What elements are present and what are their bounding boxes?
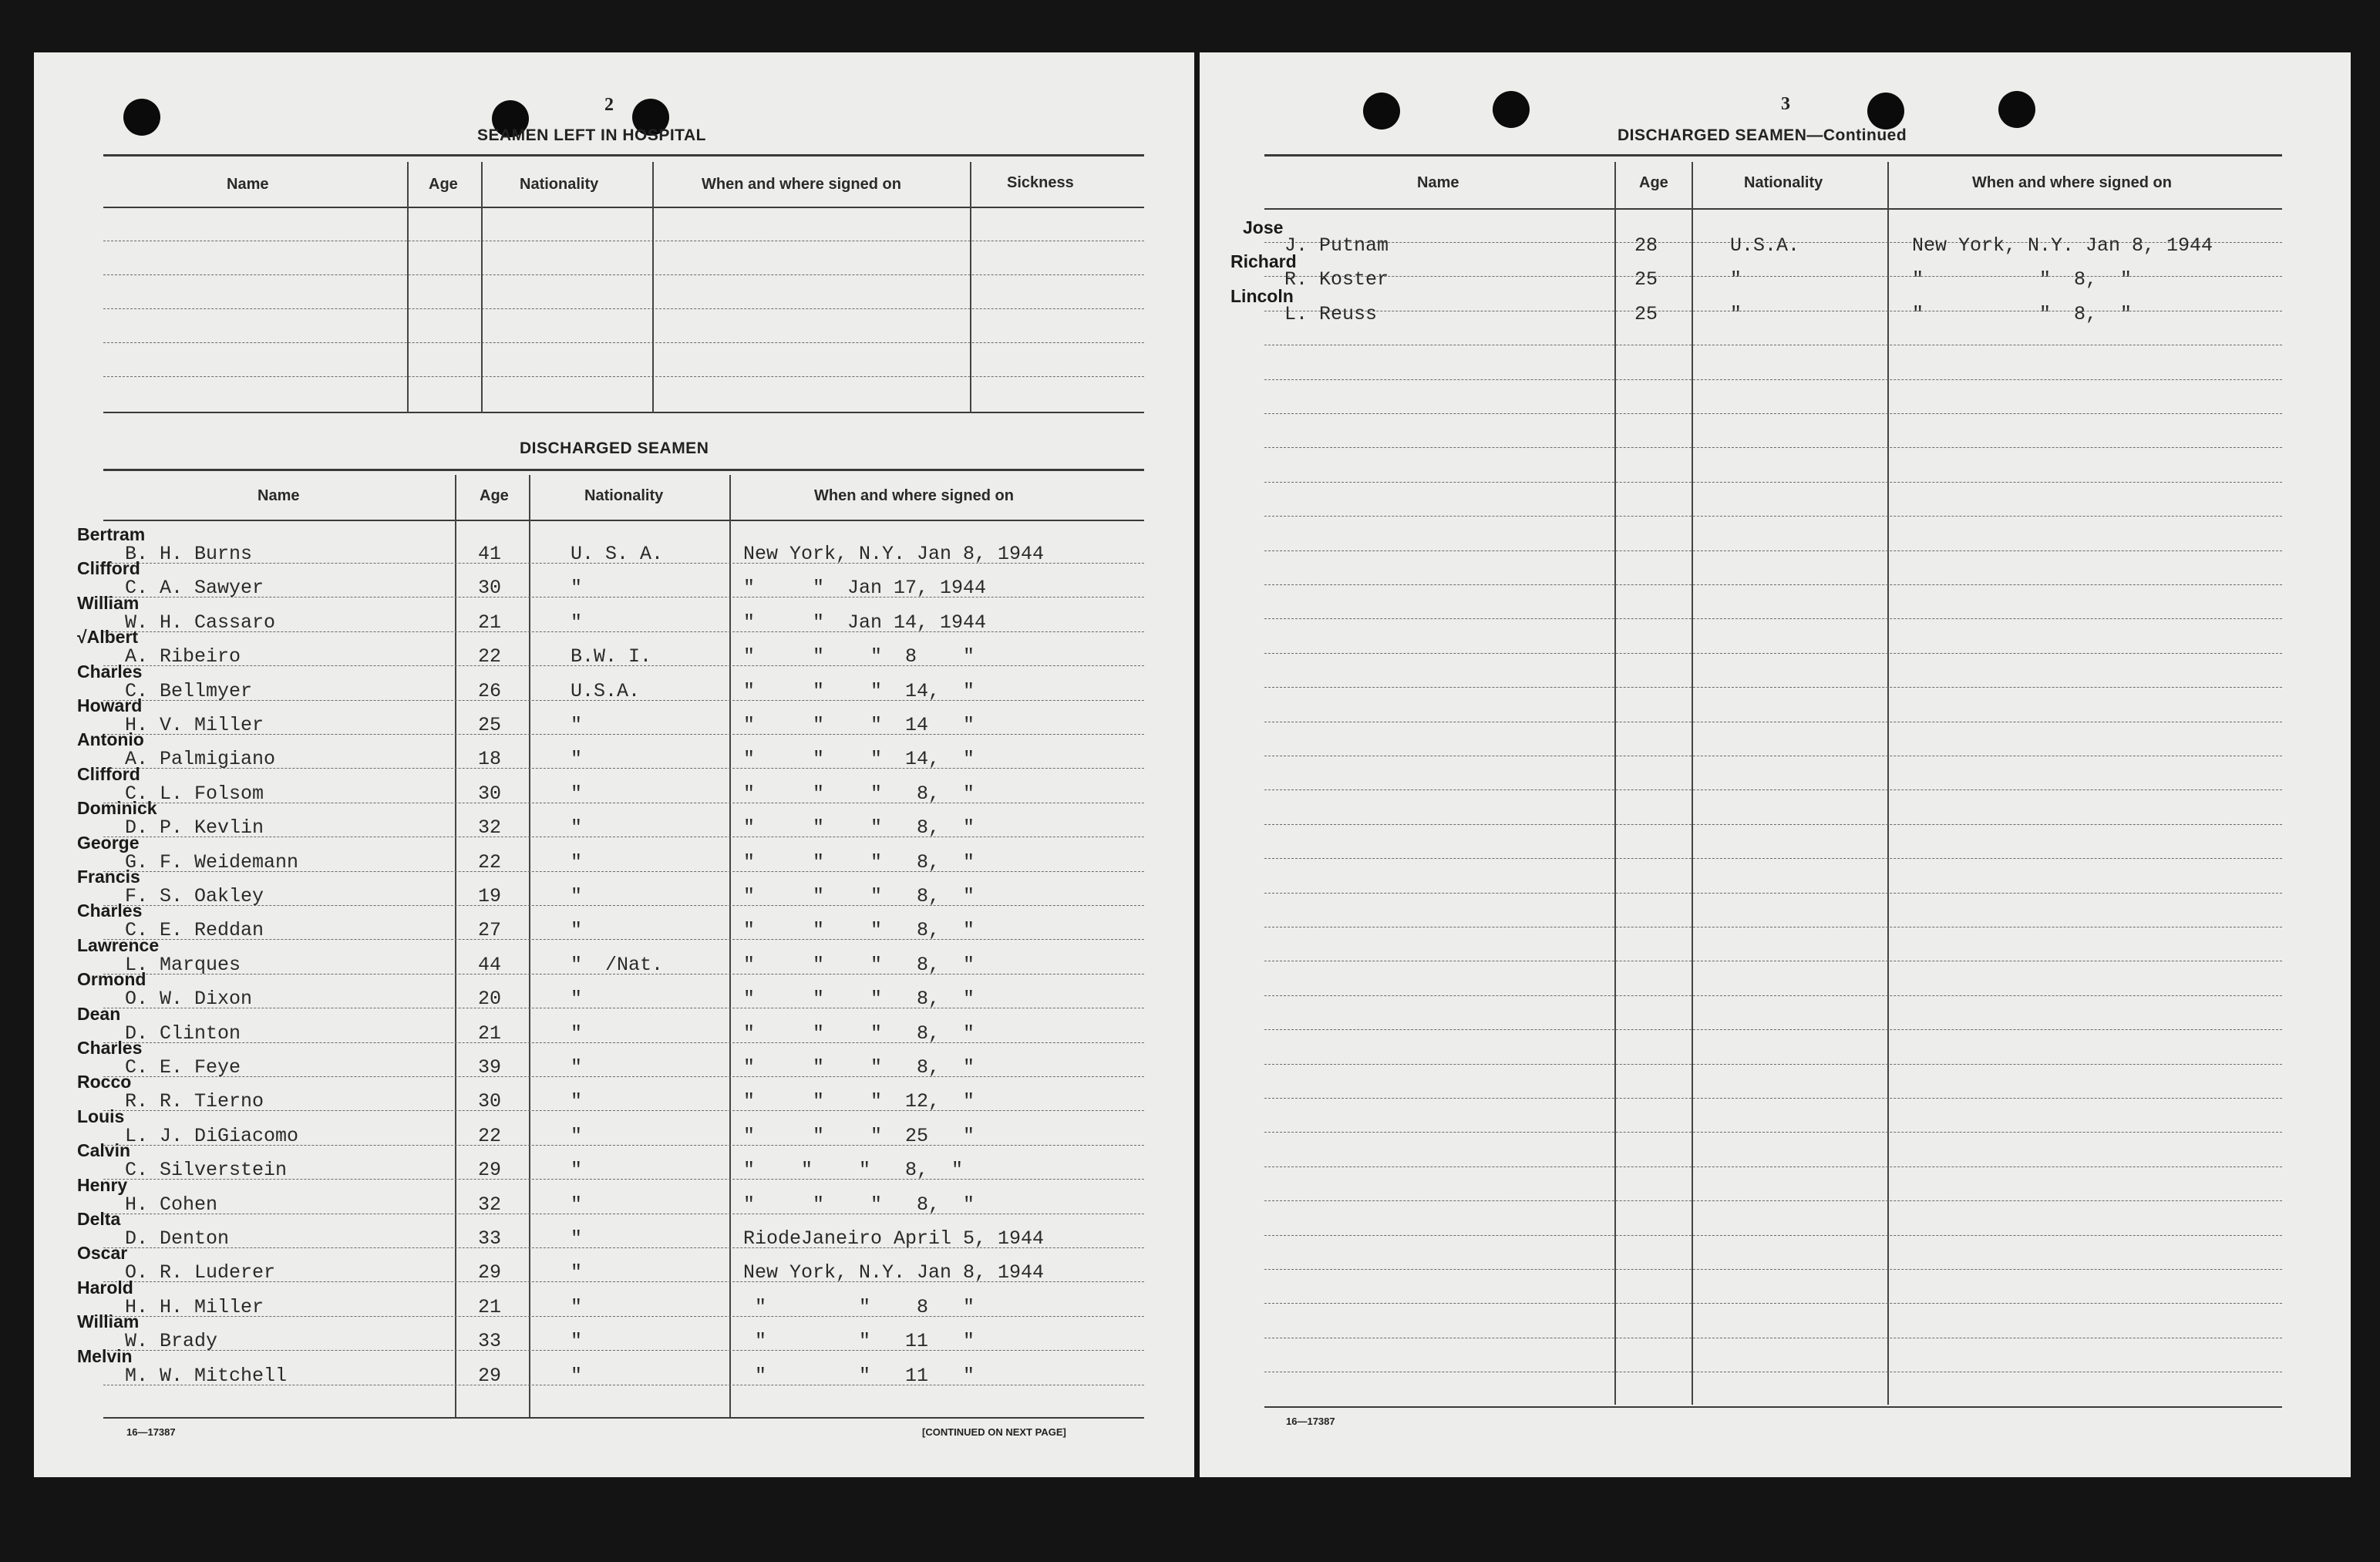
seaman-signed-on: " " " 14 "	[743, 714, 975, 736]
seaman-age: 28	[1634, 234, 1658, 257]
seaman-nationality: "	[571, 748, 583, 771]
first-name: William	[77, 592, 140, 613]
seaman-nationality: "	[571, 1330, 583, 1353]
seaman-age: 33	[478, 1330, 502, 1353]
seaman-age: 21	[478, 611, 502, 634]
seaman-age: 18	[478, 748, 502, 771]
seaman-signed-on: " " " 8, "	[743, 988, 975, 1011]
row-rule	[1264, 447, 2282, 448]
page-number: 3	[1781, 94, 1790, 114]
seaman-name: C. Bellmyer	[125, 679, 253, 702]
seaman-name: L. J. DiGiacomo	[125, 1124, 299, 1147]
col-divider	[529, 475, 530, 1417]
first-name: Lawrence	[77, 934, 160, 955]
seaman-age: 44	[478, 953, 502, 976]
row-rule	[1264, 1029, 2282, 1030]
first-name: Antonio	[77, 729, 144, 750]
punch-hole	[1998, 91, 2035, 128]
seaman-age: 30	[478, 782, 502, 805]
seaman-age: 21	[478, 1022, 502, 1045]
seaman-name: D. P. Kevlin	[125, 816, 264, 840]
row-rule	[1264, 893, 2282, 894]
form-number: 16—17387	[126, 1426, 176, 1438]
col-header-nationality: Nationality	[520, 176, 599, 193]
seaman-signed-on: " " Jan 17, 1944	[743, 577, 987, 600]
row-rule	[1264, 618, 2282, 619]
col-divider	[1692, 162, 1693, 1405]
form-number: 16—17387	[1286, 1416, 1335, 1427]
seaman-signed-on: New York, N.Y. Jan 8, 1944	[1912, 234, 2213, 257]
seaman-signed-on: " " " 8, "	[743, 1159, 964, 1182]
row-rule	[1264, 687, 2282, 688]
seaman-signed-on: " " " 8, "	[743, 782, 975, 805]
seaman-age: 29	[478, 1159, 502, 1182]
seaman-signed-on: " " " 8, "	[743, 1022, 975, 1045]
seaman-nationality: "	[571, 1159, 583, 1182]
rule	[103, 1417, 1144, 1419]
row-rule	[1264, 1166, 2282, 1167]
seaman-age: 33	[478, 1227, 502, 1250]
seaman-age: 39	[478, 1056, 502, 1079]
col-divider	[1887, 162, 1889, 1405]
seaman-name: R. R. Tierno	[125, 1090, 264, 1113]
rule	[103, 207, 1144, 208]
seaman-nationality: "	[571, 1364, 583, 1387]
seaman-name: O. R. Luderer	[125, 1261, 276, 1284]
col-header-age: Age	[480, 487, 509, 504]
rule	[103, 308, 1144, 309]
row-rule	[1264, 1200, 2282, 1201]
seaman-signed-on: " " " 14, "	[743, 679, 975, 702]
seaman-name: B. H. Burns	[125, 543, 253, 565]
first-name: Clifford	[77, 558, 140, 579]
first-name: Calvin	[77, 1140, 131, 1161]
col-divider	[481, 162, 483, 413]
rule	[103, 520, 1144, 521]
seaman-age: 27	[478, 919, 502, 942]
row-rule	[1264, 789, 2282, 790]
seaman-nationality: B.W. I.	[571, 645, 652, 668]
seaman-signed-on: " " " 12, "	[743, 1090, 975, 1113]
first-name: Lincoln	[1230, 285, 1294, 306]
first-name: Rocco	[77, 1072, 132, 1092]
first-name: Charles	[77, 901, 143, 921]
seaman-signed-on: " " " 8, "	[743, 885, 975, 907]
first-name: Clifford	[77, 763, 140, 784]
rule	[103, 469, 1144, 471]
seaman-nationality: "	[571, 1124, 583, 1147]
seaman-nationality: "	[571, 1295, 583, 1318]
seaman-nationality: "	[571, 1090, 583, 1113]
seaman-signed-on: " " " 8, "	[743, 953, 975, 976]
first-name: Harold	[77, 1277, 133, 1298]
col-header-name: Name	[227, 176, 269, 193]
seaman-name: D. Clinton	[125, 1022, 241, 1045]
punch-hole	[123, 99, 160, 136]
first-name: Oscar	[77, 1243, 128, 1264]
rule	[103, 376, 1144, 377]
seaman-name: A. Palmigiano	[125, 748, 276, 771]
punch-hole	[1867, 93, 1904, 130]
first-name: Henry	[77, 1174, 128, 1195]
seaman-nationality: "	[571, 885, 583, 907]
row-rule	[1264, 1303, 2282, 1304]
seaman-signed-on: " " " 8, "	[743, 816, 975, 840]
rule	[103, 274, 1144, 275]
first-name: Dominick	[77, 798, 157, 819]
seaman-nationality: "	[571, 782, 583, 805]
seaman-nationality: U. S. A.	[571, 543, 664, 565]
first-name: Francis	[77, 867, 140, 887]
first-name: Dean	[77, 1003, 121, 1024]
seaman-age: 32	[478, 816, 502, 840]
seaman-nationality: "	[571, 850, 583, 874]
col-divider	[970, 162, 971, 413]
row-rule	[1264, 379, 2282, 380]
seaman-name: A. Ribeiro	[125, 645, 241, 668]
seaman-signed-on: " " " 8, "	[743, 1193, 975, 1216]
col-header-nationality: Nationality	[1744, 174, 1823, 191]
seaman-name: W. H. Cassaro	[125, 611, 276, 634]
col-header-nationality: Nationality	[584, 487, 664, 504]
seaman-age: 20	[478, 988, 502, 1011]
seaman-age: 25	[478, 714, 502, 736]
seaman-age: 26	[478, 679, 502, 702]
seaman-nationality: U.S.A.	[571, 679, 641, 702]
row-rule	[1264, 995, 2282, 996]
seaman-name: H. Cohen	[125, 1193, 218, 1216]
seaman-age: 22	[478, 850, 502, 874]
row-rule	[1264, 1098, 2282, 1099]
rule	[1264, 154, 2282, 157]
seaman-age: 30	[478, 577, 502, 600]
right-page	[1200, 52, 2351, 1477]
first-name: Charles	[77, 1038, 143, 1058]
seaman-name: G. F. Weidemann	[125, 850, 299, 874]
seaman-nationality: "	[571, 816, 583, 840]
seaman-signed-on: New York, N.Y. Jan 8, 1944	[743, 543, 1045, 565]
seaman-nationality: "	[571, 1227, 583, 1250]
seaman-nationality: U.S.A.	[1730, 234, 1800, 257]
first-name: Richard	[1230, 251, 1297, 272]
col-header-age: Age	[429, 176, 458, 193]
seaman-signed-on: " " 11 "	[743, 1330, 975, 1353]
seaman-age: 25	[1634, 268, 1658, 291]
seaman-age: 22	[478, 645, 502, 668]
seaman-name: C. Silverstein	[125, 1159, 288, 1182]
seaman-signed-on: " " " 25 "	[743, 1124, 975, 1147]
row-rule	[1264, 653, 2282, 654]
row-rule	[103, 1350, 1144, 1351]
hospital-title: SEAMEN LEFT IN HOSPITAL	[477, 126, 706, 144]
rule	[103, 154, 1144, 157]
seaman-name: C. E. Reddan	[125, 919, 264, 942]
row-rule	[1264, 858, 2282, 859]
col-divider	[455, 475, 456, 1417]
col-header-name: Name	[258, 487, 300, 504]
seaman-nationality: "	[571, 988, 583, 1011]
seaman-name: L. Marques	[125, 953, 241, 976]
seaman-name: C. A. Sawyer	[125, 577, 264, 600]
col-header-name: Name	[1417, 174, 1459, 191]
seaman-name: M. W. Mitchell	[125, 1364, 288, 1387]
seaman-nationality: " /Nat.	[571, 953, 664, 976]
first-name: Melvin	[77, 1345, 133, 1366]
seaman-nationality: "	[571, 919, 583, 942]
seaman-signed-on: " " 11 "	[743, 1364, 975, 1387]
row-rule	[1264, 824, 2282, 825]
seaman-age: 22	[478, 1124, 502, 1147]
row-rule	[1264, 482, 2282, 483]
seaman-signed-on: " " " 8 "	[743, 645, 975, 668]
seaman-age: 19	[478, 885, 502, 907]
punch-hole	[1363, 93, 1400, 130]
seaman-nationality: "	[571, 1261, 583, 1284]
seaman-name: C. L. Folsom	[125, 782, 264, 805]
punch-hole	[1493, 91, 1530, 128]
seaman-age: 30	[478, 1090, 502, 1113]
row-rule	[1264, 1132, 2282, 1133]
seaman-signed-on: RiodeJaneiro April 5, 1944	[743, 1227, 1045, 1250]
row-rule	[1264, 1064, 2282, 1065]
first-name: William	[77, 1311, 140, 1332]
seaman-nationality: "	[1730, 268, 1742, 291]
page-number: 2	[604, 95, 614, 115]
col-divider	[652, 162, 654, 413]
rule	[103, 342, 1144, 343]
seaman-name: R. Koster	[1284, 268, 1389, 291]
seaman-age: 41	[478, 543, 502, 565]
seaman-nationality: "	[1730, 302, 1742, 325]
first-name: Delta	[77, 1209, 121, 1229]
seaman-name: O. W. Dixon	[125, 988, 253, 1011]
left-page	[34, 52, 1194, 1477]
col-header-signed-on: When and where signed on	[814, 487, 1014, 504]
seaman-name: J. Putnam	[1284, 234, 1389, 257]
first-name: Ormond	[77, 969, 146, 990]
first-name: Jose	[1243, 217, 1284, 237]
continued-note: [CONTINUED ON NEXT PAGE]	[922, 1426, 1066, 1438]
seaman-signed-on: " " Jan 14, 1944	[743, 611, 987, 634]
seaman-nationality: "	[571, 611, 583, 634]
row-rule	[103, 1042, 1144, 1043]
col-divider	[407, 162, 409, 413]
seaman-signed-on: " " 8, "	[1912, 302, 2133, 325]
seaman-age: 21	[478, 1295, 502, 1318]
col-header-age: Age	[1639, 174, 1668, 191]
row-rule	[1264, 413, 2282, 414]
rule	[103, 412, 1144, 413]
col-divider	[729, 475, 731, 1417]
seaman-name: F. S. Oakley	[125, 885, 264, 907]
seaman-name: H. H. Miller	[125, 1295, 264, 1318]
seaman-age: 32	[478, 1193, 502, 1216]
row-rule	[103, 1076, 1144, 1077]
row-rule	[1264, 584, 2282, 585]
row-rule	[1264, 550, 2282, 551]
seaman-name: W. Brady	[125, 1330, 218, 1353]
seaman-name: C. E. Feye	[125, 1056, 241, 1079]
row-rule	[1264, 1269, 2282, 1270]
first-name: Howard	[77, 695, 143, 715]
first-name: Bertram	[77, 524, 146, 544]
seaman-signed-on: " " " 8, "	[743, 919, 975, 942]
seaman-signed-on: " " " 8, "	[743, 850, 975, 874]
seaman-name: L. Reuss	[1284, 302, 1378, 325]
continued-title: DISCHARGED SEAMEN—Continued	[1618, 126, 1907, 144]
seaman-nationality: "	[571, 1022, 583, 1045]
seaman-age: 29	[478, 1261, 502, 1284]
seaman-signed-on: " " " 14, "	[743, 748, 975, 771]
row-rule	[1264, 516, 2282, 517]
discharged-title: DISCHARGED SEAMEN	[520, 439, 709, 457]
seaman-nationality: "	[571, 1056, 583, 1079]
rule	[1264, 208, 2282, 210]
seaman-signed-on: New York, N.Y. Jan 8, 1944	[743, 1261, 1045, 1284]
seaman-signed-on: " " 8 "	[743, 1295, 975, 1318]
seaman-age: 25	[1634, 302, 1658, 325]
seaman-name: D. Denton	[125, 1227, 230, 1250]
first-name: √Albert	[77, 627, 139, 648]
seaman-signed-on: " " 8, "	[1912, 268, 2133, 291]
first-name: Charles	[77, 661, 143, 682]
col-header-signed-on: When and where signed on	[1972, 174, 2172, 191]
rule	[1264, 1406, 2282, 1408]
col-divider	[1614, 162, 1616, 1405]
seaman-nationality: "	[571, 1193, 583, 1216]
col-header-sickness: Sickness	[1007, 174, 1074, 191]
first-name: Louis	[77, 1106, 125, 1126]
first-name: George	[77, 832, 140, 853]
seaman-nationality: "	[571, 714, 583, 736]
seaman-name: H. V. Miller	[125, 714, 264, 736]
row-rule	[1264, 1235, 2282, 1236]
seaman-nationality: "	[571, 577, 583, 600]
col-header-signed-on: When and where signed on	[702, 176, 901, 193]
seaman-age: 29	[478, 1364, 502, 1387]
seaman-signed-on: " " " 8, "	[743, 1056, 975, 1079]
